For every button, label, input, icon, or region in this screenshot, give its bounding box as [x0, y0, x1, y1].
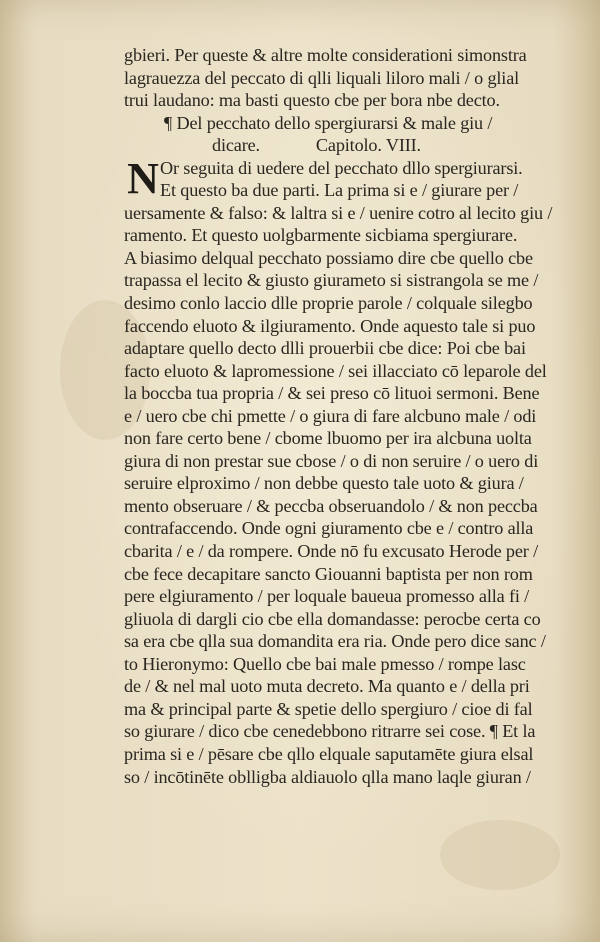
- text-line: lagrauezza del peccato di qlli liquali liloro mali / o glial: [124, 67, 520, 88]
- text-line: sa era cbe qlla sua domandita era ria. Onde pero dice sanc /: [124, 631, 546, 652]
- text-line: Et questo ba due parti. La prima si e / giurare per /: [160, 180, 519, 201]
- text-block: [124, 44, 554, 788]
- text-line: la boccba tua propria / & sei preso cō lituoi sermoni. Bene: [124, 383, 540, 404]
- text-line: Or seguita di uedere del pecchato dllo spergiurarsi.: [160, 157, 523, 178]
- chapter-number: Capitolo. VIII.: [315, 135, 421, 156]
- text-line: ramento. Et questo uolgbarmente sicbiama spergiurare.: [124, 225, 518, 246]
- text-line: adaptare quello decto dlli prouerbii cbe dice: Poi cbe bai: [124, 338, 526, 359]
- text-line: ma & principal parte & spetie dello spergiuro / cioe di fal: [124, 698, 533, 719]
- text-line: so / incōtinēte oblligba aldiauolo qlla mano laqle giuran /: [124, 766, 531, 787]
- text-line: trui laudano: ma basti questo cbe per bora nbe decto.: [124, 90, 500, 111]
- text-line: de / & nel mal uoto muta decreto. Ma quanto e / della pri: [124, 676, 530, 697]
- text-line: non fare certo bene / cbome lbuomo per ira alcbuna uolta: [124, 428, 532, 449]
- text-line: gliuola di dargli cio cbe ella domandasse: perocbe certa co: [124, 608, 541, 629]
- text-line: cbe fece decapitare sancto Giouanni baptista per non rom: [124, 563, 533, 584]
- text-line: trapassa el lecito & giusto giurameto si sistrangola se me /: [124, 270, 539, 291]
- heading-text: dicare.: [212, 135, 260, 156]
- text-line: pere elgiuramento / per loquale baueua promesso alla fi /: [124, 586, 530, 607]
- drop-initial-letter: N: [127, 154, 159, 203]
- text-line: gbieri. Per queste & altre molte considerationi simonstra: [124, 45, 527, 65]
- text-line: prima si e / pēsare cbe qllo elquale saputamēte giura elsal: [124, 743, 534, 764]
- text-line: giura di non prestar sue cbose / o di non seruire / o uero di: [124, 450, 539, 471]
- text-line: seruire elproximo / non debbe questo tale uoto & giura /: [124, 473, 524, 494]
- chapter-heading: ¶ Del pecchato dello spergiurarsi & male giu /: [164, 112, 493, 133]
- text-line: to Hieronymo: Quello cbe bai male pmesso / rompe lasc: [124, 653, 526, 674]
- text-line: contrafaccendo. Onde ogni giuramento cbe e / contro alla: [124, 518, 534, 539]
- text-line: so giurare / dico cbe cenedebbono ritrarre sei cose. ¶ Et la: [124, 721, 536, 742]
- page-stain: [440, 820, 560, 890]
- text-line: mento obseruare / & peccba obseruandolo / & non peccba: [124, 495, 538, 516]
- text-line: e / uero cbe chi pmette / o giura di fare alcbuno male / odi: [124, 405, 537, 426]
- text-line: facto eluoto & lapromessione / sei illacciato cō leparole del: [124, 360, 547, 381]
- text-line: faccendo eluoto & ilgiuramento. Onde aquesto tale si puo: [124, 315, 536, 336]
- text-line: cbarita / e / da rompere. Onde nō fu excusato Herode per /: [124, 541, 538, 562]
- chapter-heading-continued: [124, 134, 554, 157]
- text-line: uersamente & falso: & laltra si e / uenire cotro al lecito giu /: [124, 202, 553, 223]
- text-line: A biasimo delqual pecchato possiamo dire cbe quello cbe: [124, 247, 533, 268]
- text-line: desimo conlo laccio dlle proprie parole / colquale silegbo: [124, 293, 533, 314]
